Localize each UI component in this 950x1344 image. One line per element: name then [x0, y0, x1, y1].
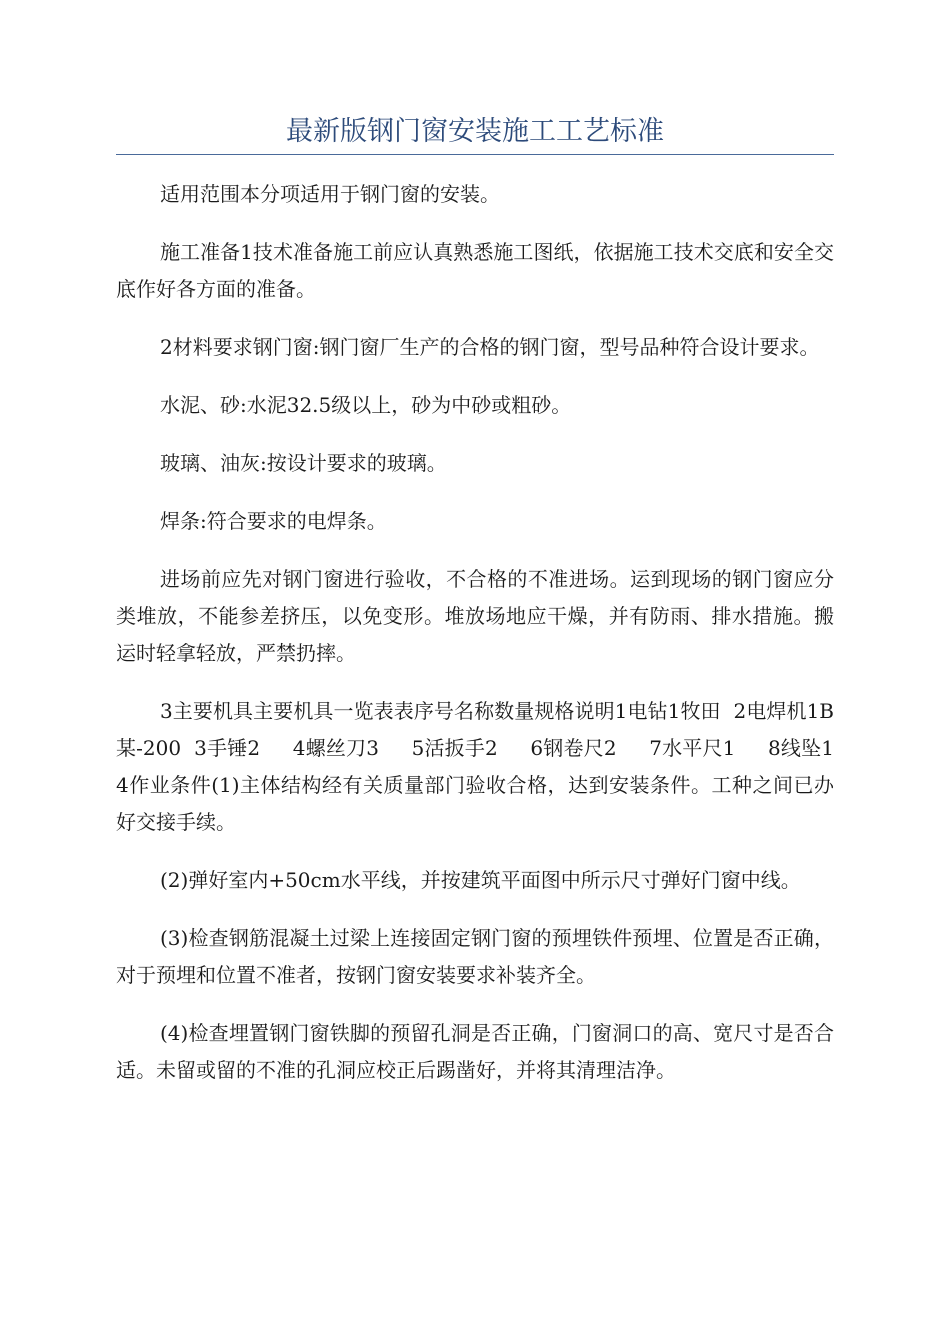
paragraph-condition-4: (4)检查埋置钢门窗铁脚的预留孔洞是否正确，门窗洞口的高、宽尺寸是否合适。未留或留的不准的孔洞应校正后踢凿好，并将其清理洁净。 — [116, 1021, 834, 1082]
title-underline — [116, 154, 834, 155]
document-title: 最新版钢门窗安装施工工艺标准 — [286, 116, 664, 147]
paragraph-condition-2: (2)弹好室内+50cm水平线，并按建筑平面图中所示尺寸弹好门窗中线。 — [160, 868, 801, 892]
paragraph-welding-rod: 焊条:符合要求的电焊条。 — [160, 509, 387, 533]
paragraph-glass-putty: 玻璃、油灰:按设计要求的玻璃。 — [160, 451, 447, 475]
paragraph-condition-3: (3)检查钢筋混凝土过梁上连接固定钢门窗的预埋铁件预埋、位置是否正确，对于预埋和位置不准者，按钢门窗安装要求补装齐全。 — [116, 926, 834, 987]
paragraph-preparation: 施工准备1技术准备施工前应认真熟悉施工图纸，依据施工技术交底和安全交底作好各方面的准备。 — [116, 240, 834, 301]
paragraph-cement-sand: 水泥、砂:水泥32.5级以上，砂为中砂或粗砂。 — [160, 393, 572, 417]
paragraph-inspection: 进场前应先对钢门窗进行验收，不合格的不准进场。运到现场的钢门窗应分类堆放，不能参差挤压，以免变形。堆放场地应干燥，并有防雨、排水措施。搬运时轻拿轻放，严禁扔摔。 — [116, 567, 834, 665]
paragraph-scope: 适用范围本分项适用于钢门窗的安装。 — [160, 182, 500, 206]
paragraph-materials: 2材料要求钢门窗:钢门窗厂生产的合格的钢门窗，型号品种符合设计要求。 — [160, 335, 820, 359]
paragraph-tools: 3主要机具主要机具一览表表序号名称数量规格说明1电钻1牧田 2电焊机1B某-200 3手锤2 4螺丝刀3 5活扳手2 6钢卷尺2 7水平尺1 8线坠1 4作业条件(1)主体结构经有关质量部门验收合格，达到安装条件。工种之间已办好交接手续。 — [116, 699, 885, 834]
document-body — [116, 176, 885, 1110]
